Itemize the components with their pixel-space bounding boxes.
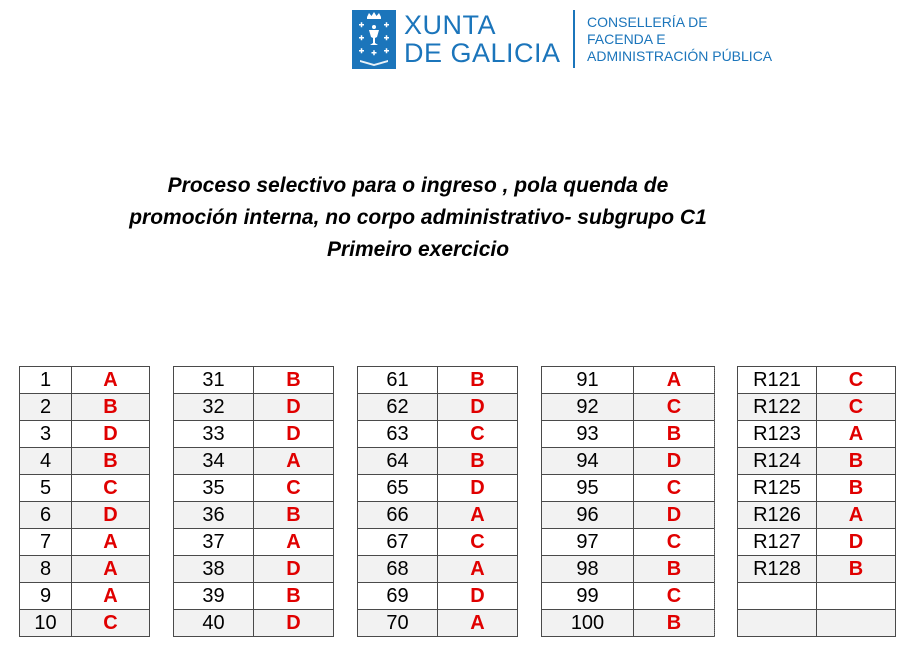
question-number: 69 bbox=[358, 583, 438, 610]
correct-answer: A bbox=[817, 421, 896, 448]
correct-answer: A bbox=[72, 583, 150, 610]
brand-line-2: DE GALICIA bbox=[404, 38, 561, 68]
answer-row bbox=[738, 610, 896, 637]
answer-row bbox=[174, 394, 334, 421]
correct-answer bbox=[817, 583, 896, 610]
answer-row bbox=[20, 556, 150, 583]
correct-answer: D bbox=[254, 610, 334, 637]
answer-row bbox=[738, 556, 896, 583]
correct-answer bbox=[817, 610, 896, 637]
correct-answer: B bbox=[817, 556, 896, 583]
answer-row bbox=[20, 421, 150, 448]
question-number: 39 bbox=[174, 583, 254, 610]
question-number: 66 bbox=[358, 502, 438, 529]
answer-row bbox=[20, 475, 150, 502]
question-number: 96 bbox=[542, 502, 634, 529]
correct-answer: D bbox=[634, 502, 715, 529]
question-number: 10 bbox=[20, 610, 72, 637]
question-number: R127 bbox=[738, 529, 817, 556]
correct-answer: C bbox=[72, 610, 150, 637]
correct-answer: D bbox=[72, 421, 150, 448]
correct-answer: C bbox=[817, 394, 896, 421]
question-number: 67 bbox=[358, 529, 438, 556]
answer-row bbox=[542, 475, 715, 502]
answer-row bbox=[358, 556, 518, 583]
question-number bbox=[738, 610, 817, 637]
dept-line-3: ADMINISTRACIÓN PÚBLICA bbox=[587, 48, 773, 64]
answer-row bbox=[174, 502, 334, 529]
answer-row bbox=[358, 394, 518, 421]
question-number: 7 bbox=[20, 529, 72, 556]
correct-answer: B bbox=[72, 448, 150, 475]
answer-row bbox=[358, 421, 518, 448]
answer-row bbox=[542, 394, 715, 421]
answer-row bbox=[358, 583, 518, 610]
correct-answer: A bbox=[438, 556, 518, 583]
question-number: 6 bbox=[20, 502, 72, 529]
answer-table-3 bbox=[357, 366, 518, 637]
question-number: 94 bbox=[542, 448, 634, 475]
answer-row bbox=[20, 610, 150, 637]
galicia-crest-icon bbox=[352, 10, 396, 69]
dept-line-1: CONSELLERÍA DE bbox=[587, 14, 708, 30]
question-number: R122 bbox=[738, 394, 817, 421]
answer-row bbox=[738, 529, 896, 556]
question-number: 2 bbox=[20, 394, 72, 421]
answer-row bbox=[20, 448, 150, 475]
question-number: 99 bbox=[542, 583, 634, 610]
correct-answer: A bbox=[817, 502, 896, 529]
question-number: 97 bbox=[542, 529, 634, 556]
question-number: 98 bbox=[542, 556, 634, 583]
question-number: 5 bbox=[20, 475, 72, 502]
correct-answer: B bbox=[438, 448, 518, 475]
correct-answer: B bbox=[634, 556, 715, 583]
answer-row bbox=[174, 475, 334, 502]
correct-answer: B bbox=[634, 610, 715, 637]
correct-answer: C bbox=[72, 475, 150, 502]
answer-row bbox=[542, 448, 715, 475]
answer-row bbox=[174, 556, 334, 583]
correct-answer: B bbox=[634, 421, 715, 448]
question-number: 95 bbox=[542, 475, 634, 502]
correct-answer: D bbox=[72, 502, 150, 529]
logo-divider bbox=[573, 10, 575, 68]
correct-answer: B bbox=[254, 502, 334, 529]
correct-answer: C bbox=[634, 475, 715, 502]
answer-row bbox=[358, 475, 518, 502]
question-number: R123 bbox=[738, 421, 817, 448]
answer-row bbox=[542, 529, 715, 556]
correct-answer: B bbox=[254, 367, 334, 394]
question-number: 93 bbox=[542, 421, 634, 448]
title-line-3: Primeiro exercicio bbox=[326, 238, 510, 261]
answer-row bbox=[542, 421, 715, 448]
answer-row bbox=[174, 610, 334, 637]
answer-row bbox=[20, 529, 150, 556]
answer-row bbox=[20, 502, 150, 529]
correct-answer: B bbox=[817, 448, 896, 475]
question-number: 37 bbox=[174, 529, 254, 556]
answer-row bbox=[174, 583, 334, 610]
answer-row bbox=[738, 448, 896, 475]
correct-answer: A bbox=[438, 502, 518, 529]
question-number: 9 bbox=[20, 583, 72, 610]
correct-answer: A bbox=[72, 367, 150, 394]
correct-answer: D bbox=[438, 475, 518, 502]
answer-row bbox=[358, 448, 518, 475]
correct-answer: D bbox=[254, 394, 334, 421]
question-number: 100 bbox=[542, 610, 634, 637]
answer-table-2 bbox=[173, 366, 334, 637]
question-number: R124 bbox=[738, 448, 817, 475]
question-number: 35 bbox=[174, 475, 254, 502]
answer-row bbox=[738, 394, 896, 421]
answer-row bbox=[738, 475, 896, 502]
correct-answer: A bbox=[254, 448, 334, 475]
answer-row bbox=[358, 610, 518, 637]
title-line-2: promoción interna, no corpo administrativo- subgrupo C1 bbox=[129, 206, 707, 229]
correct-answer: A bbox=[254, 529, 334, 556]
answer-row bbox=[358, 502, 518, 529]
question-number: 33 bbox=[174, 421, 254, 448]
answer-row bbox=[542, 556, 715, 583]
answer-table-5 bbox=[737, 366, 896, 637]
question-number: 63 bbox=[358, 421, 438, 448]
answer-table-4 bbox=[541, 366, 715, 637]
question-number: 40 bbox=[174, 610, 254, 637]
correct-answer: A bbox=[438, 610, 518, 637]
question-number: R125 bbox=[738, 475, 817, 502]
answer-row bbox=[20, 583, 150, 610]
answer-row bbox=[738, 502, 896, 529]
correct-answer: A bbox=[72, 556, 150, 583]
correct-answer: D bbox=[254, 421, 334, 448]
correct-answer: B bbox=[72, 394, 150, 421]
correct-answer: C bbox=[254, 475, 334, 502]
question-number: 68 bbox=[358, 556, 438, 583]
correct-answer: B bbox=[817, 475, 896, 502]
question-number: 70 bbox=[358, 610, 438, 637]
question-number: R121 bbox=[738, 367, 817, 394]
brand-line-1: XUNTA bbox=[404, 10, 497, 40]
correct-answer: D bbox=[817, 529, 896, 556]
question-number: 62 bbox=[358, 394, 438, 421]
answer-row bbox=[542, 610, 715, 637]
question-number: 91 bbox=[542, 367, 634, 394]
correct-answer: C bbox=[438, 421, 518, 448]
question-number: R128 bbox=[738, 556, 817, 583]
correct-answer: B bbox=[254, 583, 334, 610]
correct-answer: C bbox=[817, 367, 896, 394]
brand-name bbox=[404, 11, 569, 67]
question-number: R126 bbox=[738, 502, 817, 529]
answer-row bbox=[358, 367, 518, 394]
title-line-1: Proceso selectivo para o ingreso , pola quenda de bbox=[167, 174, 669, 197]
correct-answer: D bbox=[254, 556, 334, 583]
answer-row bbox=[174, 367, 334, 394]
question-number: 65 bbox=[358, 475, 438, 502]
department-name bbox=[587, 14, 817, 65]
correct-answer: C bbox=[634, 394, 715, 421]
answer-row bbox=[174, 529, 334, 556]
question-number: 3 bbox=[20, 421, 72, 448]
correct-answer: C bbox=[634, 583, 715, 610]
answer-row bbox=[542, 583, 715, 610]
question-number: 64 bbox=[358, 448, 438, 475]
correct-answer: D bbox=[438, 394, 518, 421]
answer-table-1 bbox=[19, 366, 150, 637]
correct-answer: C bbox=[634, 529, 715, 556]
correct-answer: D bbox=[634, 448, 715, 475]
answer-row bbox=[738, 421, 896, 448]
correct-answer: A bbox=[72, 529, 150, 556]
dept-line-2: FACENDA E bbox=[587, 31, 666, 47]
question-number bbox=[738, 583, 817, 610]
answer-row bbox=[174, 421, 334, 448]
answer-row bbox=[738, 367, 896, 394]
question-number: 92 bbox=[542, 394, 634, 421]
correct-answer: D bbox=[438, 583, 518, 610]
question-number: 8 bbox=[20, 556, 72, 583]
answer-row bbox=[174, 448, 334, 475]
answer-row bbox=[542, 367, 715, 394]
correct-answer: A bbox=[634, 367, 715, 394]
correct-answer: C bbox=[438, 529, 518, 556]
document-title bbox=[0, 170, 836, 266]
answer-row bbox=[358, 529, 518, 556]
question-number: 36 bbox=[174, 502, 254, 529]
answer-row bbox=[20, 367, 150, 394]
question-number: 1 bbox=[20, 367, 72, 394]
answer-row bbox=[20, 394, 150, 421]
table-separator bbox=[714, 367, 715, 637]
answer-row bbox=[738, 583, 896, 610]
correct-answer: B bbox=[438, 367, 518, 394]
answer-row bbox=[542, 502, 715, 529]
question-number: 61 bbox=[358, 367, 438, 394]
question-number: 4 bbox=[20, 448, 72, 475]
question-number: 31 bbox=[174, 367, 254, 394]
question-number: 32 bbox=[174, 394, 254, 421]
question-number: 38 bbox=[174, 556, 254, 583]
question-number: 34 bbox=[174, 448, 254, 475]
